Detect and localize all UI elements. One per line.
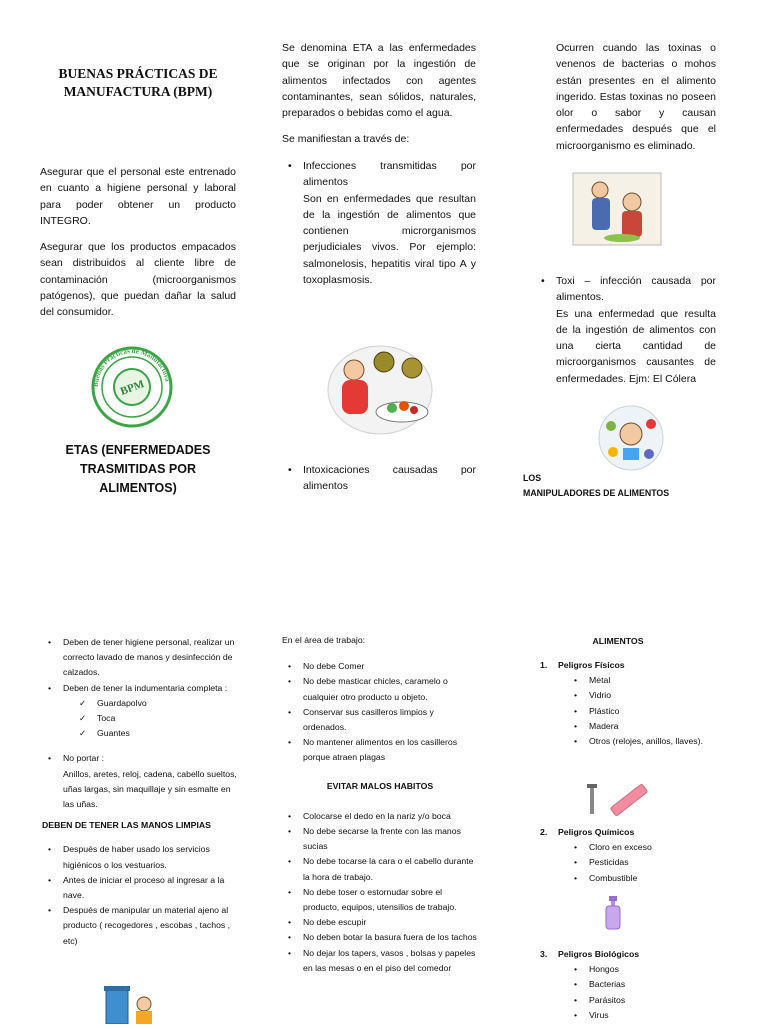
list-item xyxy=(540,825,730,886)
hazard-title: Peligros Biológicos xyxy=(558,949,640,959)
no-wear-title: • No portar : xyxy=(63,753,105,764)
handlers-heading xyxy=(523,471,723,501)
screw-ruler-illustration xyxy=(585,782,649,818)
hazards-list-3 xyxy=(540,947,730,1023)
toxi-title: • Toxi – infección causada por alimentos. xyxy=(556,275,716,304)
toxi-body: Es una enfermedad que resulta de la ingestión de alimentos con una cierta cantidad de microorganismos causantes de enfermedades. Ejm: El Cólera xyxy=(556,307,716,385)
hazard-items xyxy=(568,840,730,886)
biological-hazards xyxy=(540,947,730,1023)
list-item: • Virus xyxy=(568,1008,730,1023)
infection-title: • Infecciones transmitidas por alimentos xyxy=(303,160,476,189)
trash-bin-illustration xyxy=(100,984,160,1024)
hazard-items xyxy=(568,673,730,749)
toxins-paragraph: Ocurren cuando las toxinas o venenos de bacterias o mohos están presentes en el alimento ingerido. Estas toxinas no poseen olor o sabor y causan enfermedades después que el microorganismo es eliminado. xyxy=(556,42,716,152)
no-wear-list xyxy=(42,751,242,812)
handlers-line-1: LOS xyxy=(523,473,542,483)
hygiene-list xyxy=(42,635,242,741)
toxi-infection-list xyxy=(535,273,716,387)
list-item xyxy=(42,681,242,742)
list-item: • Otros (relojes, anillos, llaves). xyxy=(568,734,709,749)
list-item: • Madera xyxy=(568,719,730,734)
germs-illustration xyxy=(597,404,665,472)
physical-hazards xyxy=(540,658,730,749)
bpm-paragraph-2: Asegurar que los productos empacados sean distribuidos al cliente libre de contaminación (microorganismos patógenos), que puedan dañar la salud del consumidor. xyxy=(40,241,236,319)
clean-hands-heading: DEBEN DE TENER LAS MANOS LIMPIAS xyxy=(42,820,211,831)
logo-ring-text: Buenas Prácticas de Manufactura xyxy=(91,346,172,388)
handlers-line-2: MANIPULADORES DE ALIMENTOS xyxy=(523,488,670,499)
title-line-1: BUENAS PRÁCTICAS DE xyxy=(58,66,218,81)
list-item: • No mantener alimentos en los casilleros porque atraen plagas xyxy=(282,735,478,765)
list-item: • Bacterias xyxy=(568,977,730,992)
list-item: • No debe tocarse la cara o el cabello durante la hora de trabajo. xyxy=(282,854,478,884)
chemical-hazards xyxy=(540,825,730,886)
list-item: • Plástico xyxy=(568,704,730,719)
list-item: • No debe toser o estornudar sobre el producto, equipos, utensilios de trabajo. xyxy=(282,885,478,915)
etas-heading xyxy=(40,441,236,498)
list-item: • Pesticidas xyxy=(568,855,730,870)
logo-text: BPM xyxy=(118,378,146,398)
brochure-title xyxy=(40,65,236,101)
list-item: • No debe masticar chicles, caramelo o cualquier otro producto u objeto. xyxy=(282,674,478,704)
panel-4 xyxy=(42,635,242,949)
check-item: ✓ Toca xyxy=(79,711,242,726)
list-item xyxy=(535,273,716,387)
sick-person-illustration xyxy=(322,340,434,436)
list-item: • Intoxicaciones causadas por alimentos xyxy=(282,462,476,495)
list-item: • No debe secarse la frente con las manos sucias xyxy=(282,824,478,854)
list-item: • Combustible xyxy=(568,871,730,886)
work-area-list xyxy=(282,659,478,765)
uniform-checklist xyxy=(79,696,242,742)
eta-definition: Se denomina ETA a las enfermedades que se originan por la ingestión de alimentos infectados con agentes contaminantes, sean sólidos, naturales, preparados o bebidas como el agua. xyxy=(282,42,476,120)
list-item: • No deben botar la basura fuera de los tachos xyxy=(282,930,478,945)
hazards-list-1 xyxy=(540,658,730,749)
work-area-label: En el área de trabajo: xyxy=(282,635,366,645)
hazard-items xyxy=(568,962,730,1023)
etas-line-2: TRASMITIDAS POR ALIMENTOS) xyxy=(80,462,196,495)
illness-illustration xyxy=(572,172,662,246)
list-item: • No dejar los tapers, vasos , bolsas y papeles en las mesas o en el piso del comedor xyxy=(282,946,478,976)
panel-5 xyxy=(282,633,478,976)
uniform-label: • Deben de tener la indumentaria completa : xyxy=(63,682,228,693)
list-item: • Después de haber usado los servicios higiénicos o los vestuarios. xyxy=(42,842,242,872)
list-item: • Hongos xyxy=(568,962,730,977)
list-item: • Antes de iniciar el proceso al ingresar a la nave. xyxy=(42,873,242,903)
food-heading: ALIMENTOS xyxy=(592,636,644,646)
spray-bottle-illustration xyxy=(604,896,622,930)
bpm-logo xyxy=(90,345,174,429)
list-item: • Deben de tener higiene personal, realizar un correcto lavado de manos y desinfección de calzados. xyxy=(42,635,242,681)
hazards-list-2 xyxy=(540,825,730,886)
list-item: • No debe escupir xyxy=(282,915,478,930)
title-line-2: MANUFACTURA (BPM) xyxy=(63,84,213,99)
hazard-title: Peligros Físicos xyxy=(558,660,625,670)
list-item: • No debe Comer xyxy=(282,659,478,674)
list-item: • Conservar sus casilleros limpios y ordenados. xyxy=(282,705,478,735)
infection-body: Son en enfermedades que resultan de la ingestión de alimentos que contienen microrganismos perjudiciales vivos. Por ejemplo: salmonelosis, hepatitis viral tipo A y toxoplasmosis. xyxy=(303,192,476,287)
eta-list-1 xyxy=(282,158,476,288)
clean-hands-list xyxy=(42,842,242,948)
check-item: ✓ Guantes xyxy=(79,726,242,741)
list-item xyxy=(540,658,730,749)
bad-habits-list xyxy=(282,809,478,976)
list-item: • Metal xyxy=(568,673,730,688)
list-item xyxy=(42,751,242,812)
list-item xyxy=(282,158,476,288)
hazard-title: Peligros Químicos xyxy=(558,827,635,837)
no-wear-body: Anillos, aretes, reloj, cadena, cabello sueltos, uñas largas, sin maquillaje y sin esmalte en las uñas. xyxy=(63,768,237,810)
list-item: • Después de manipular un material ajeno al producto ( recogedores , escobas , tachos , etc) xyxy=(42,903,242,949)
list-item: • Vidrio xyxy=(568,688,730,703)
list-item: • Cloro en exceso xyxy=(568,840,730,855)
list-item xyxy=(540,947,730,1023)
manifest-label: Se manifiestan a través de: xyxy=(282,133,410,145)
bpm-paragraph-1: Asegurar que el personal este entrenado en cuanto a higiene personal y laboral para poder obtener un producto INTEGRO. xyxy=(40,166,236,227)
hazard-number: 2. xyxy=(540,827,548,837)
eta-list-2 xyxy=(282,462,476,495)
list-item: • Parásitos xyxy=(568,993,730,1008)
bad-habits-heading: EVITAR MALOS HABITOS xyxy=(326,780,434,791)
etas-line-1: ETAS (ENFERMEDADES xyxy=(65,443,211,457)
hazard-number: 3. xyxy=(540,949,548,959)
hazard-number: 1. xyxy=(540,660,548,670)
check-item: ✓ Guardapolvo xyxy=(79,696,242,711)
list-item: • Colocarse el dedo en la nariz y/o boca xyxy=(282,809,478,824)
